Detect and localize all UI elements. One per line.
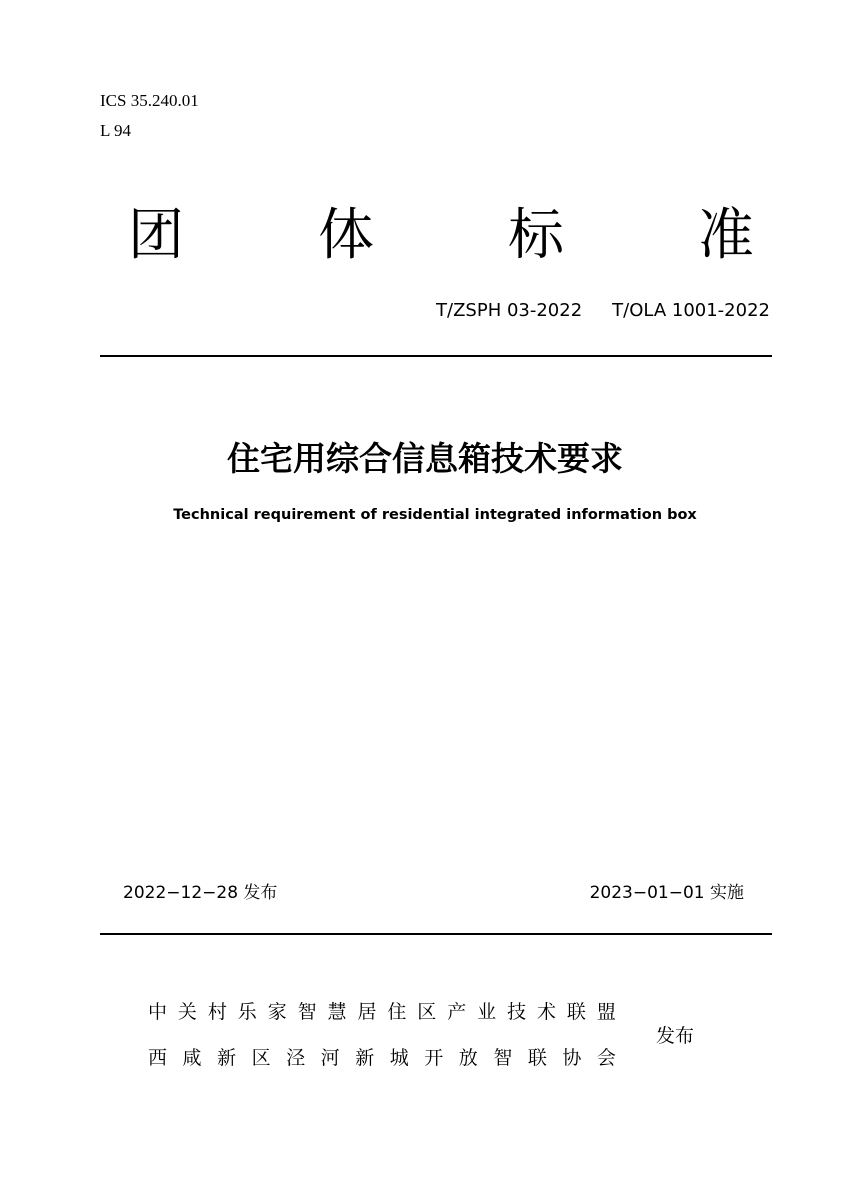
org-char: 产 [447,1001,467,1023]
standard-type-char: 体 [318,203,374,268]
standard-type-heading [128,196,754,276]
implementation-date: 2023−01−01 实施 [589,883,744,903]
publish-label: 发布 [656,1025,695,1047]
org-char: 新 [217,1047,237,1069]
org-char: 乐 [237,1001,257,1023]
org-char: 村 [207,1001,227,1023]
standard-numbers [436,298,770,324]
standard-number: T/ZSPH 03-2022 [436,300,583,321]
org-char: 开 [424,1047,444,1069]
org-char: 居 [357,1001,377,1023]
standard-number: T/OLA 1001-2022 [612,300,770,321]
org-char: 住 [387,1001,407,1023]
org-char: 泾 [286,1047,306,1069]
ics-code: ICS 35.240.01 [100,91,199,110]
document-title-en: Technical requirement of residential integrated information box [173,507,697,523]
org-char: 河 [320,1047,340,1069]
org-char: 关 [177,1001,197,1023]
issue-date: 2022−12−28 发布 [123,883,278,903]
org-char: 智 [297,1001,317,1023]
org-char: 咸 [182,1047,202,1069]
org-char: 放 [458,1047,478,1069]
org-char: 盟 [596,1001,616,1023]
standard-type-char: 标 [508,203,564,268]
org-char: 会 [596,1047,616,1069]
publisher-org-1 [148,998,616,1026]
ccs-code: L 94 [100,121,132,140]
org-char: 区 [251,1047,271,1069]
org-char: 协 [562,1047,582,1069]
org-char: 新 [355,1047,375,1069]
org-char: 西 [148,1047,168,1069]
standard-type-char: 准 [698,203,754,268]
org-char: 智 [493,1047,513,1069]
org-char: 区 [417,1001,437,1023]
standard-type-char: 团 [128,203,184,268]
org-char: 联 [527,1047,547,1069]
org-char: 联 [566,1001,586,1023]
org-char: 家 [267,1001,287,1023]
top-divider [100,355,772,357]
publisher-org-2 [148,1044,616,1072]
document-title-cn: 住宅用综合信息箱技术要求 [227,439,623,478]
org-char: 慧 [327,1001,347,1023]
org-char: 城 [389,1047,409,1069]
org-char: 业 [477,1001,497,1023]
bottom-divider [100,933,772,935]
org-char: 术 [536,1001,556,1023]
org-char: 中 [148,1001,168,1023]
org-char: 技 [507,1001,527,1023]
